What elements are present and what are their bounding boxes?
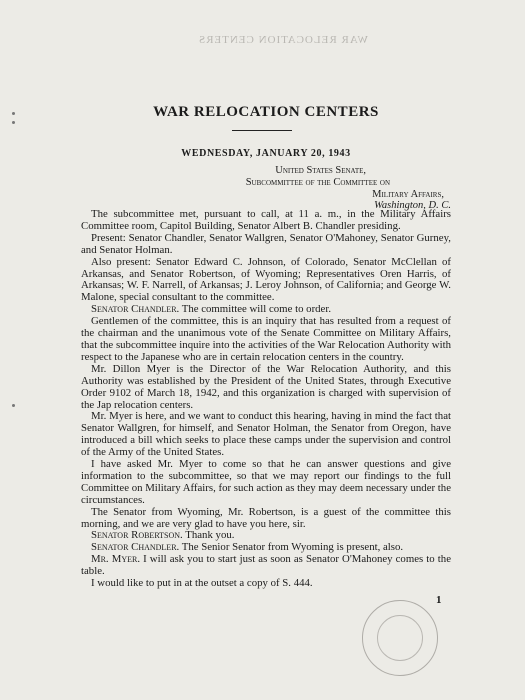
paragraph: I would like to put in at the outset a copy of S. 444. (91, 577, 313, 590)
page-title: WAR RELOCATION CENTERS (153, 104, 379, 120)
paragraph: Also present: Senator Edward C. Johnson, of Colorado, Senator McClellan of Arkansas, and Senator Robertson, of Wyoming; Representatives Oren Harris, of Arkansas; W. F. Narrell, of Arkansas; J. Leroy Johnson, of California; and George W. Malone, special consultant to the committee. (81, 255, 451, 304)
speech-text: The Senior Senator from Wyoming is present, also. (179, 541, 404, 554)
paragraph: Present: Senator Chandler, Senator Wallgren, Senator O'Mahoney, Senator Gurney, and Senator Holman. (81, 231, 451, 256)
header-line-2: Subcommittee of the Committee on (245, 177, 390, 188)
paragraph: Gentlemen of the committee, this is an inquiry that has resulted from a request of the chairman and the unanimous vote of the Senate Committee on Military Affairs, that the subcommittee inquire into the activities of the War Relocation Authority with respect to the Japanese who are in certain relocation centers in the country. (81, 315, 451, 363)
header-line-1: United States Senate, (275, 165, 366, 176)
paragraph: Mr. Dillon Myer is the Director of the War Relocation Authority, and this Authority was established by the President of the United States, through Executive Order 9102 of March 18, 1942, and this organization is charged with supervision of the Jap relocation centers. (81, 362, 451, 411)
hearing-date: WEDNESDAY, JANUARY 20, 1943 (181, 148, 351, 159)
punch-mark (12, 112, 15, 115)
paragraph: Mr. Myer is here, and we want to conduct this hearing, having in mind the fact that Senator Wallgren, for himself, and Senator Holman, the Senator from Oregon, have introduced a bill which seeks to place these camps under the supervision and control of the Army of the United States. (81, 410, 451, 459)
speech-text: Thank you. (182, 529, 235, 542)
speech-text: I will ask you to start just as soon as Senator O'Mahoney comes to the table. (81, 553, 451, 578)
archive-stamp (362, 600, 438, 676)
header-line-3: Military Affairs, (372, 189, 444, 200)
transcript-body (81, 209, 451, 590)
speech-text: The committee will come to order. (179, 303, 332, 316)
punch-mark (12, 404, 15, 407)
stamp-inner-ring (377, 615, 423, 661)
speaker-name: Senator Robertson. (91, 529, 183, 542)
speaker-name: Senator Chandler. (91, 541, 180, 554)
speaker-name: Senator Chandler. (91, 303, 180, 316)
speaker-name: Mr. Myer. (91, 553, 141, 566)
speech (81, 554, 451, 578)
title-rule (232, 130, 292, 131)
paragraph: I have asked Mr. Myer to come so that he can answer questions and give information to the subcommittee, so that we may report our findings to the full Committee on Military Affairs, for such action as they may deem necessary under the circumstances. (81, 458, 451, 506)
bleed-through-text: WAR RELOCATION CENTERS (198, 34, 368, 46)
header-line-4: Washington, D. C. (374, 200, 451, 211)
paragraph: The subcommittee met, pursuant to call, at 11 a. m., in the Military Affairs Committee room, Capitol Building, Senator Albert B. Chandler presiding. (81, 208, 451, 232)
punch-mark (12, 121, 15, 124)
paragraph: The Senator from Wyoming, Mr. Robertson, is a guest of the committee this morning, and we are very glad to have you here, sir. (81, 505, 451, 530)
page-number: 1 (436, 594, 442, 606)
